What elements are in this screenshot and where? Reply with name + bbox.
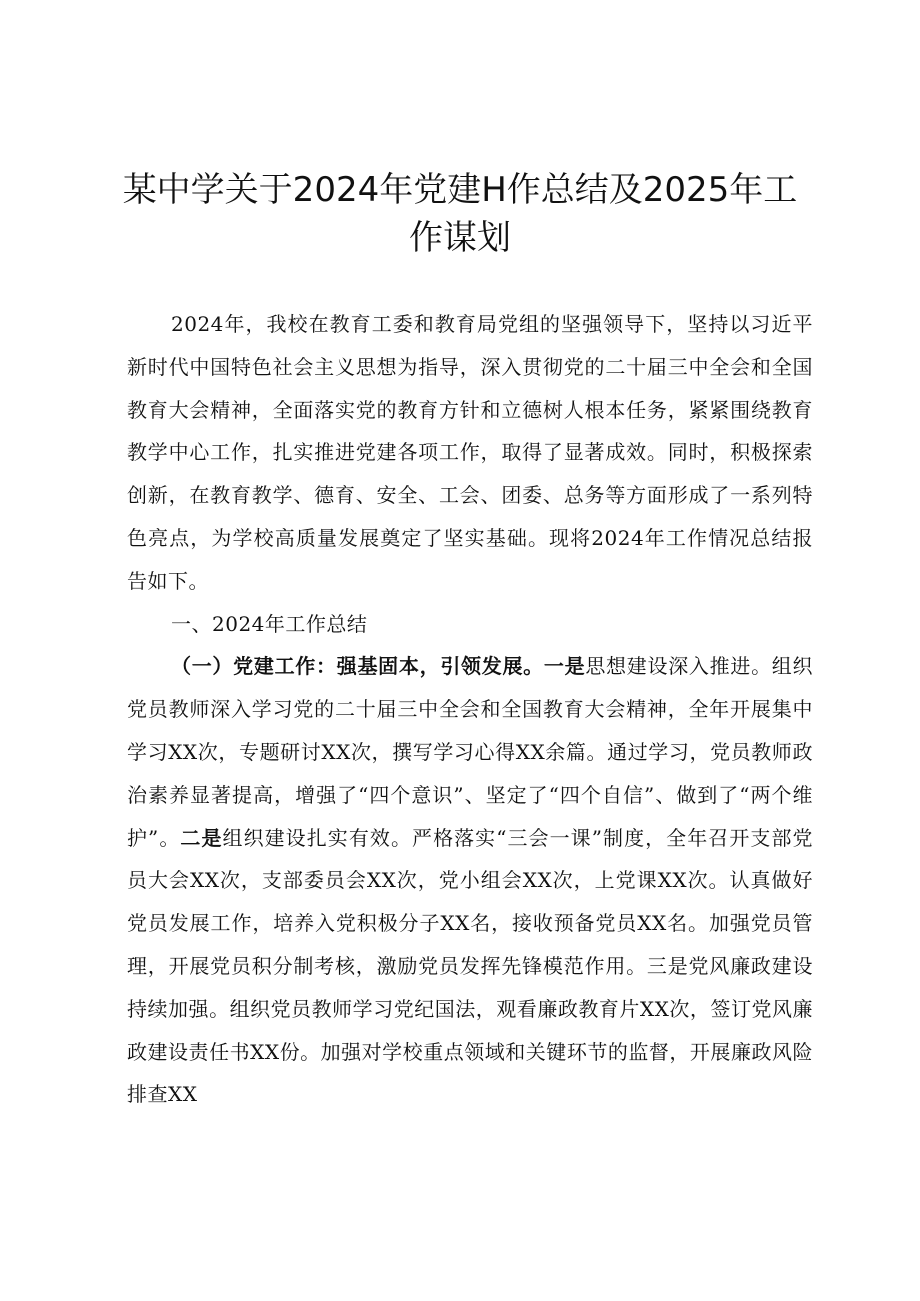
point-1-marker: 一是 xyxy=(543,654,586,679)
point-2-marker: 二是 xyxy=(180,825,223,850)
point-1-text: 思想建设深入推进。组织党员教师深入学习党的二十届三中全会和全国教育大会精神，全年开展集中学习XX次，专题研讨XX次，撰写学习心得XX余篇。通过学习，党员教师政治素养显著提高，增强了“四个意识”、坚定了“四个自信”、做到了“两个维护”。 xyxy=(127,654,814,850)
party-building-paragraph xyxy=(127,645,813,1116)
document-title xyxy=(120,166,800,262)
intro-paragraph: 2024年，我校在教育工委和教育局党组的坚强领导下，坚持以习近平新时代中国特色社会主义思想为指导，深入贯彻党的二十届三中全会和全国教育大会精神，全面落实党的教育方针和立德树人根本任务，紧紧围绕教育教学中心工作，扎实推进党建各项工作，取得了显著成效。同时，积极探索创新，在教育教学、德育、安全、工会、团委、总务等方面形成了一系列特色亮点，为学校高质量发展奠定了坚实基础。现将2024年工作情况总结报告如下。 xyxy=(127,312,813,593)
section-1-heading: 一、2024年工作总结 xyxy=(171,611,368,636)
party-building-subheading: （一）党建工作：强基固本，引领发展。 xyxy=(171,654,544,679)
document-title-line-2: 作谋划 xyxy=(409,218,511,258)
document-body xyxy=(127,303,813,1116)
document-title-line-1: 某中学关于2024年党建H作总结及2025年工 xyxy=(122,170,798,210)
point-2-text: 组织建设扎实有效。严格落实“三会一课”制度，全年召开支部党员大会XX次，支部委员会XX次，党小组会XX次，上党课XX次。认真做好党员发展工作，培养入党积极分子XX名，接收预备党员XX名。加强党员管理，开展党员积分制考核，激励党员发挥先锋模范作用。三是党风廉政建设持续加强。组织党员教师学习党纪国法，观看廉政教育片XX次，签订党风廉政建设责任书XX份。加强对学校重点领域和关键环节的监督，开展廉政风险排查XX xyxy=(127,825,814,1107)
